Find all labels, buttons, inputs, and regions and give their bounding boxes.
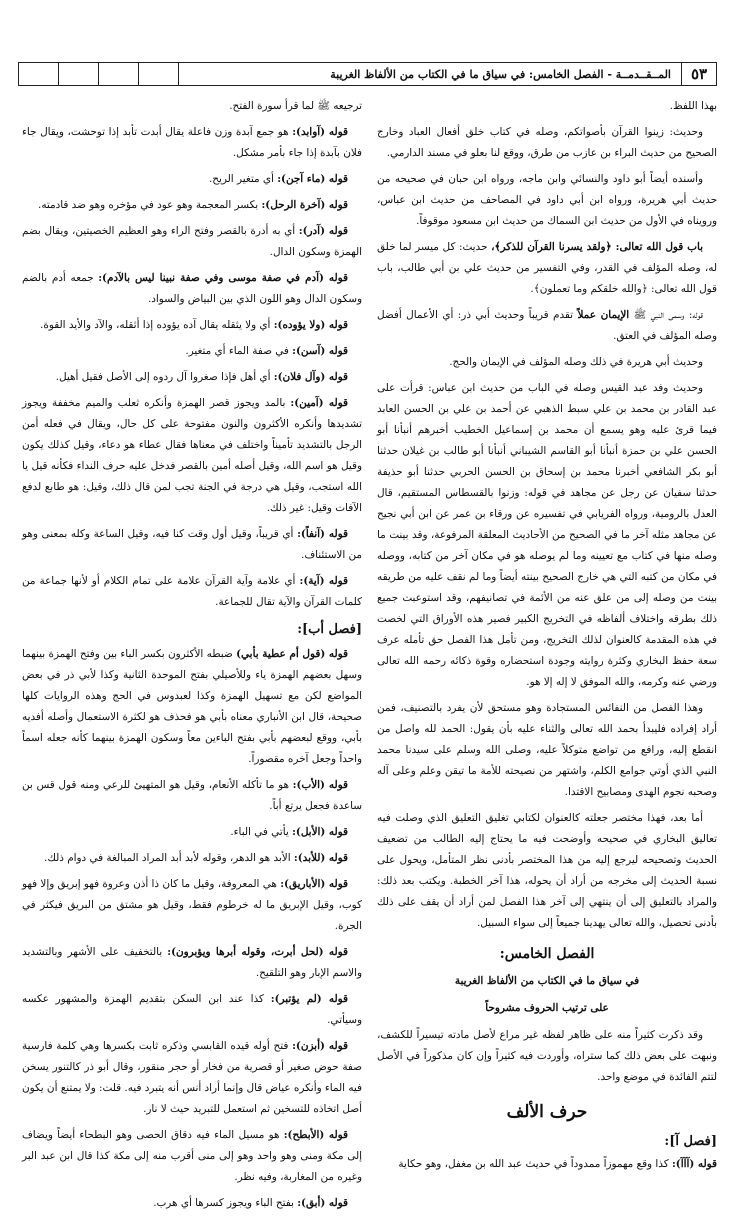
keyword: قوله (الأبل): <box>292 826 348 838</box>
keyword: قوله (لحل أبرت، وقوله أبرها ويؤبرون): <box>167 946 349 958</box>
entry-text: هو مسيل الماء فيه دقاق الحصى وهو البطحاء أيضاً ويضاف إلى مكة ومنى وهو واحد وهو إلى منى أقرب منه إلى مكة كذا قال ابن عبد البر وغيره من المغاربة، وفيه نظر. <box>22 1129 362 1183</box>
keyword: قوله (قول أم عطية بأبي) <box>236 648 348 660</box>
keyword: قوله (الأبطح): <box>283 1129 348 1141</box>
page-number: ٥٣ <box>681 63 716 85</box>
entry <box>22 644 362 770</box>
entry <box>22 571 362 613</box>
page-header <box>18 62 717 86</box>
entry-text: أي قريباً، وقيل أول وقت كنا فيه، وقيل الساعة وكله بمعنى وهو من الاستئناف. <box>22 528 362 561</box>
paragraph <box>377 1154 717 1175</box>
paragraph: وحديث أبي هريرة في ذلك وصله المؤلف في الإيمان والحج. <box>449 356 703 368</box>
running-title: المــقــدمــة - الفصل الخامس: في سياق ما في الكتاب من الألفاظ الغريبة <box>178 63 681 85</box>
entry-text: هو ما تأكله الأنعام، وقيل هو المتهيئ للرعي ومنه قول قس بن ساعدة فجعل يرتع أباً. <box>22 779 362 812</box>
paragraph: وحديث: زينوا القرآن بأصواتكم، وصله في كتاب خلق أفعال العباد وخارج الصحيح من حديث البراء بن عازب من طرق، ووقع لنا بعلو في مسند الدارمي. <box>377 126 717 159</box>
keyword: قوله (ماء آجن): <box>277 173 348 185</box>
entry-text: هي المعروفة، وقيل ما كان ذا أذن وعروة فهو إبريق وإلا فهو كوب، وقيل الإبريق ما له خرطوم فقط، وقيل هو مشتق من البريق فيكثر في الجرة. <box>22 878 362 932</box>
entry-text: فتح أوله قيده القابسي وذكره ثابت بكسرها وهي كلمة فارسية صفة حوض صغير أو قصرية من فخار أو حجر منقور، وقال أبو ذر كالتنور يسخن فيه الماء وأنكره عياض قال وإنما أراد أنس أنه يتبرد فيه. قلت: ولا يمتنع أن يكون أصل اتخاذه للتسخين ثم استعمل للتبريد حيث لا نار. <box>22 1040 362 1115</box>
entry <box>22 367 362 388</box>
entry <box>22 268 362 310</box>
keyword: قوله (آمين): <box>290 397 349 409</box>
entry-text: بالتخفيف على الأشهر وبالتشديد والاسم الإبار وهو التلقيح. <box>22 946 362 979</box>
entry <box>22 1193 362 1214</box>
keyword: قوله (لم يؤتبر): <box>270 993 349 1005</box>
entry-text: الأبد هو الدهر، وقوله لأبد أبد المراد المبالغة في دوام ذلك. <box>44 852 294 864</box>
keyword: قوله (الأباريق): <box>280 878 348 890</box>
keyword: قوله (آسن): <box>292 345 348 357</box>
section-heading: [فصل آ]: <box>664 1134 717 1149</box>
paragraph: أما بعد، فهذا مختصر جعلته كالعنوان لكتابي تغليق التعليق الذي وصلت فيه تعاليق البخاري في صحيحه وأوضحت فيه ما يحتاج إليه الطالب من تضعيف الحديث وتصحيحه ليرجع إليه من هذا المختصر بأدنى نظر المتأمل، ويحول على نسبة الحديث إلى مخرجه من أراد أن يحوله، هذا آخر الخطبة. ويكتب بعد ذلك: والمراد بالتعليق إلى أن ينتهي إلى آخر هذا الفصل لمن أراد أن يقف على ذلك بأدنى تحصيل، والله تعالى يهدينا جميعاً إلى سواء السبيل. <box>377 812 717 929</box>
paragraph-text: قوله: وسمى النبي ﷺ <box>629 309 703 321</box>
keyword: قوله (أبزن): <box>292 1040 349 1052</box>
keyword: قوله (ولا يؤوده): <box>273 319 348 331</box>
entry <box>22 874 362 937</box>
chapter-subtitle: على ترتيب الحروف مشروحاً <box>485 1002 609 1014</box>
entry-text: أي متغير الريح. <box>208 173 278 185</box>
keyword: قوله (آنفاً): <box>297 528 348 540</box>
keyword: الإيمان عملاً <box>577 309 630 321</box>
paragraph: وقد ذكرت كثيراً منه على ظاهر لفظه غير مراع لأصل مادته تيسيراً للكشف، ونبهت على بعض ذلك كما ستراه، وأوردت فيه كثيراً وإن كان مذكوراً في الأصل لتتم الفائدة في موضع واحد. <box>377 1029 717 1083</box>
paragraph <box>377 237 717 300</box>
entry <box>22 524 362 566</box>
entry <box>22 822 362 843</box>
entry <box>22 393 362 519</box>
entry-text: بالمد ويجوز قصر الهمزة وأنكره ثعلب والميم مخففة ويجوز تشديدها وأنكره الأكثرون والنون مفتوحة على كل حال، ويقال في فعله أمن الرجل بالتشديد تأميناً واختلف في معناها فقال عطاء هو دعاء، وقيل كذلك يكون وقيل هو اسم الله، وقيل أصله أمين بالقصر فدخل عليه حرف النداء فكأنه قيل يا الله استجب، وقيل هي درجة في الجنة تجب لمن قال ذلك، وقيل: هو طابع لدفع الآفات وقيل: غير ذلك. <box>22 397 362 514</box>
keyword: قوله (للأبد): <box>293 852 348 864</box>
entry-text: أي ولا يثقله يقال آده يؤوده إذا أثقله، والآد والأيد القوة. <box>40 319 274 331</box>
entry <box>22 1036 362 1120</box>
paragraph: ترجيعه ﷺ لما قرأ سورة الفتح. <box>229 100 362 112</box>
paragraph: وأسنده أيضاً أبو داود والنسائي وابن ماجه، ورواه ابن حبان في صحيحه من حديث أبي هريرة، ورواه ابن أبي داود في المصاحف من حديث ابن عباس، ورويناه في الأول من حديث ابن السماك من حديث ابن مسعود موقوفاً. <box>377 173 717 227</box>
left-column <box>22 96 362 1219</box>
entry <box>22 315 362 336</box>
keyword: قوله (آآآ): <box>671 1158 717 1170</box>
entry <box>22 848 362 869</box>
section-heading: [فصل أب]: <box>297 622 362 637</box>
entry-text: أي أهل فإذا صغروا آل ردوه إلى الأصل فقيل أهيل. <box>55 371 274 383</box>
keyword: قوله (وآل فلان): <box>273 371 348 383</box>
entry-text: في صفة الماء أي متغير. <box>185 345 293 357</box>
entry-text: جمعه أدم بالضم وسكون الدال وهو اللون الذي بين البياض والسواد. <box>22 272 362 305</box>
entry-text: يأتي في الباء. <box>230 826 293 838</box>
entry <box>22 221 362 263</box>
entry <box>22 341 362 362</box>
keyword: قوله (آخرة الرحل): <box>261 199 348 211</box>
keyword: قوله (أبق): <box>297 1197 348 1209</box>
letter-heading: حرف الألف <box>506 1102 588 1122</box>
chapter-heading: الفصل الخامس: <box>499 946 595 962</box>
entry-text: بكسر المعجمة وهو عود في مؤخره وهو ضد قادمته. <box>38 199 262 211</box>
right-column <box>377 96 717 1180</box>
entry <box>22 169 362 190</box>
entry <box>22 775 362 817</box>
paragraph-text: حديث: كل ميسر لما خلق له، وصله المؤلف في القدر، وفي التفسير من حديث علي بن أبي طالب، باب قول الله تعالى: ﴿والله خلقكم وما تعملون﴾. <box>377 241 717 295</box>
entry-text: أي علامة وآية القرآن علامة على تمام الكلام أو لأنها جماعة من كلمات القرآن والآية تقال للجماعة. <box>22 575 362 608</box>
entry <box>22 1125 362 1188</box>
keyword: قوله (آدر): <box>298 225 349 237</box>
entry <box>22 942 362 984</box>
keyword: قوله (آية): <box>299 575 348 587</box>
keyword: قوله (الأب): <box>292 779 349 791</box>
keyword: قوله (آوابد): <box>292 126 348 138</box>
paragraph: بهذا اللفظ. <box>669 100 717 112</box>
entry <box>22 989 362 1031</box>
keyword: قوله (آدم في صفة موسى وفي صفة نبينا ليس بالآدم): <box>98 272 348 284</box>
paragraph-text: تقدم قريباً وحديث أبي ذر: أي الأعمال أفضل وصله المؤلف في العتق. <box>377 309 717 342</box>
entry <box>22 122 362 164</box>
entry <box>22 195 362 216</box>
keyword: باب قول الله تعالى: ﴿ولقد يسرنا القرآن للذكر﴾، <box>491 241 703 253</box>
entry-text: هو جمع آبدة وزن فاعلة يقال أبدت تأبد إذا توحشت، ويقال جاء فلان بآبدة إذا جاء بأمر مشكل. <box>22 126 362 159</box>
paragraph-text: كذا وقع مهموزاً ممدوداً في حديث عبد الله بن مغفل، وهو حكاية <box>398 1158 672 1170</box>
header-cell <box>138 63 178 85</box>
paragraph: وحديث وفد عبد القيس وصله في الباب من حديث ابن عباس: قرأت على عبد القادر بن محمد بن علي سبط الذهبي عن أحمد بن علي بن الحسن العابد فيما قرئ عليه وهو يسمع أن محمد بن إسماعيل الخطيب أخبرهم أنبأنا أبو الحسن علي بن حمزة أنبأنا أبو القاسم الشيباني أنبأنا أبو طالب بن غيلان حدثنا أبو بكر الشافعي أخبرنا محمد بن إسحاق بن الحسن الحربي حدثنا أبو حذيفة حدثنا سفيان عن رجل عن مجاهد في قوله: وزنوا بالقسطاس المستقيم، قال العدل بالرومية، ورواه الفريابي في تفسيره عن ورقاء بن عمر عن ابن أبي نجيح عن مجاهد مثله آخر ما في الصحيح من الأحاديث المعلقة المرفوعة، وقد بينت ما وصله منها في كتاب مع تعيينه وما لم يوصله هو في مكان آخر من كتابه، ووصله في مكان من كتبه التي هي خارج الصحيح بينته أيضاً وما لم نقف عليه من طريقه بينت من وصله إلى من علق عنه من الأئمة في تصانيفهم، وقد استوعبت جميع ذلك بطرقه واختلاف ألفاظه في التخريج الكبير فصير هذه الأوراق التي لخصت في هذه المقدمة كالعنوان لذلك التخريج، ومن تأمل هذا الفصل حق تأمله عرف سعة حفظ البخاري وكثرة روايته وجودة استحضاره وقوة ذكائه رحمه الله تعالى ورضي عنه وكرمه، والله الموفق لا إله إلا هو. <box>377 382 717 688</box>
paragraph <box>377 305 717 347</box>
paragraph: وهذا الفصل من النفائس المستجادة وهو مستحق لأن يفرد بالتصنيف، فمن أراد إفراده فليبدأ بحمد الله تعالى والثناء عليه بأن يقول: الحمد لله واصل من انقطع إليه، ورافع من تواضع متوكلاً عليه، وصلى الله وسلم على سيدنا محمد النبي الذي أوتي جوامع الكلم، واشتهر من نصيحته للأمة ما تيقن وعلم وعلى آله وصحبه نجوم الهدى ومصابيح الاقتدا. <box>377 702 717 798</box>
header-cell <box>58 63 98 85</box>
entry-text: كذا عند ابن السكن بتقديم الهمزة والمشهور عكسه وسيأتي. <box>22 993 362 1026</box>
entry-text: بفتح الباء ويجوز كسرها أي هرب. <box>153 1197 298 1209</box>
chapter-title: في سياق ما في الكتاب من الألفاظ الغريبة <box>454 975 640 987</box>
header-cell <box>19 63 58 85</box>
entry-text: أي به أدرة بالقصر وفتح الراء وهو العظيم الخصيتين، ويقال بضم الهمزة وسكون الدال. <box>22 225 362 258</box>
header-cell <box>98 63 138 85</box>
entry-text: ضبطه الأكثرون بكسر الباء بين وفتح الهمزة بينهما وسهل بعضهم الهمزة ياء وللأصيلي بفتح الموحدة الثانية وكذا لأبي ذر في بعض المواضع لكن مع تسهيل الهمزة وكذا لعبدوس في الحج وهذه الروايات كلها صحيحة، قال ابن الأنباري معناه بأبي هو فحذف هو لكثرة الاستعمال وأصله أفديه بأبي، ووقع لبعضهم بأبي بفتح الباءين معاً وسكون الهمزة بينهما كأنه جعله اسماً واحداً وجعل آخره مقصوراً. <box>22 648 362 765</box>
